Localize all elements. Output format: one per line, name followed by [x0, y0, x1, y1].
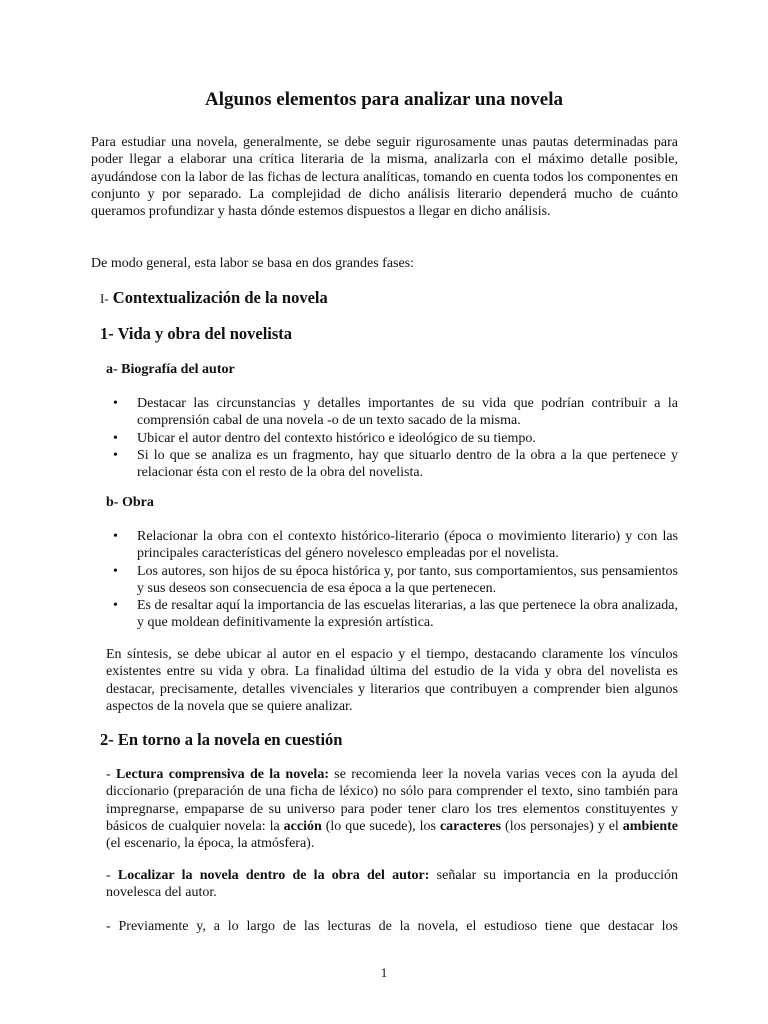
biografia-list [113, 395, 678, 481]
subheading-biografia: a- Biografía del autor [106, 362, 235, 377]
list-item: • Ubicar el autor dentro del contexto histórico e ideológico de su tiempo. [113, 430, 536, 446]
accion-term: acción [283, 818, 322, 834]
synthesis-paragraph: En síntesis, se debe ubicar al autor en el espacio y el tiempo, destacando claramente los vínculos existentes entre su vida y obra. La finalidad última del estudio de la vida y obra del novelista es destacar, precisamente, detalles vivenciales y literarios que contribuyen a comprender bien algunos aspectos de la novela que se quiere analizar. [106, 647, 678, 714]
list-item: • Los autores, son hijos de su época histórica y, por tanto, sus comportamientos, sus pensamientos y sus deseos son consecuencia de esa época a la que pertenecen. [113, 563, 678, 596]
subsection-heading-novela: 2- En torno a la novela en cuestión [100, 730, 343, 749]
bullet-icon: • [113, 563, 118, 579]
obra-list [113, 528, 678, 632]
section-title: Contextualización de la novela [112, 288, 328, 307]
list-item: • Si lo que se analiza es un fragmento, hay que situarlo dentro de la obra a la que pertenece y relacionar ésta con el resto de la obra del novelista. [113, 447, 678, 481]
bullet-icon: • [113, 447, 118, 463]
lectura-term: Lectura comprensiva de la novela: [115, 767, 329, 782]
document-title: Algunos elementos para analizar una novela [204, 89, 564, 110]
lectura-paragraph: - Lectura comprensiva de la novela: se recomienda leer la novela varias veces con la ayuda del diccionario (preparación de una ficha de léxico) no sólo para comprender el texto, sino también para impregnarse, empaparse de su universo para poder tener claro los tres elementos constituyentes y básicos de cualquier novela: la acción (lo que sucede), los caracteres (los personajes) y el ambiente (el escenario, la época, la atmósfera). [106, 767, 678, 852]
section-number: I- [100, 291, 109, 306]
subsection-heading-vida-obra: 1- Vida y obra del novelista [100, 324, 293, 343]
intro-paragraph: Para estudiar una novela, generalmente, se debe seguir rigurosamente unas pautas determinadas para poder llegar a elaborar una crítica literaria de la misma, analizarla con el máximo detalle posible, ayudándose con la labor de las fichas de lectura analíticas, tomando en cuenta todos los componentes en conjunto y por separado. La complejidad de dicho análisis literario dependerá mucho de cuánto queramos profundizar y hasta dónde estemos dispuestos a llegar en dicho análisis. [91, 135, 678, 220]
ambiente-term: ambiente [622, 818, 678, 834]
localizar-paragraph: - Localizar la novela dentro de la obra del autor: señalar su importancia en la producción novelesca del autor. [106, 868, 678, 901]
bullet-icon: • [113, 396, 118, 411]
list-item: • Destacar las circunstancias y detalles importantes de su vida que podrían contribuir a la comprensión cabal de una novela -o de un texto sacado de la misma. [113, 396, 678, 429]
list-item: • Es de resaltar aquí la importancia de las escuelas literarias, a las que pertenece la obra analizada, y que moldean definitivamente la expresión artística. [113, 598, 678, 631]
bullet-icon: • [113, 598, 118, 614]
section-heading-contextualizacion [100, 288, 328, 309]
caracteres-term: caracteres [439, 818, 502, 834]
localizar-term: Localizar la novela dentro de la obra del autor: [117, 868, 430, 883]
list-item: • Relacionar la obra con el contexto histórico-literario (época o movimiento literario) y con las principales características del género novelesco empleadas por el novelista. [113, 529, 678, 562]
previamente-paragraph: - Previamente y, a lo largo de las lecturas de la novela, el estudioso tiene que destacar los [106, 919, 678, 934]
bullet-icon: • [113, 529, 118, 544]
bullet-icon: • [113, 430, 118, 446]
intro-phases-paragraph: De modo general, esta labor se basa en dos grandes fases: [91, 256, 415, 271]
subheading-obra: b- Obra [106, 495, 154, 510]
page-number: 1 [380, 965, 388, 980]
